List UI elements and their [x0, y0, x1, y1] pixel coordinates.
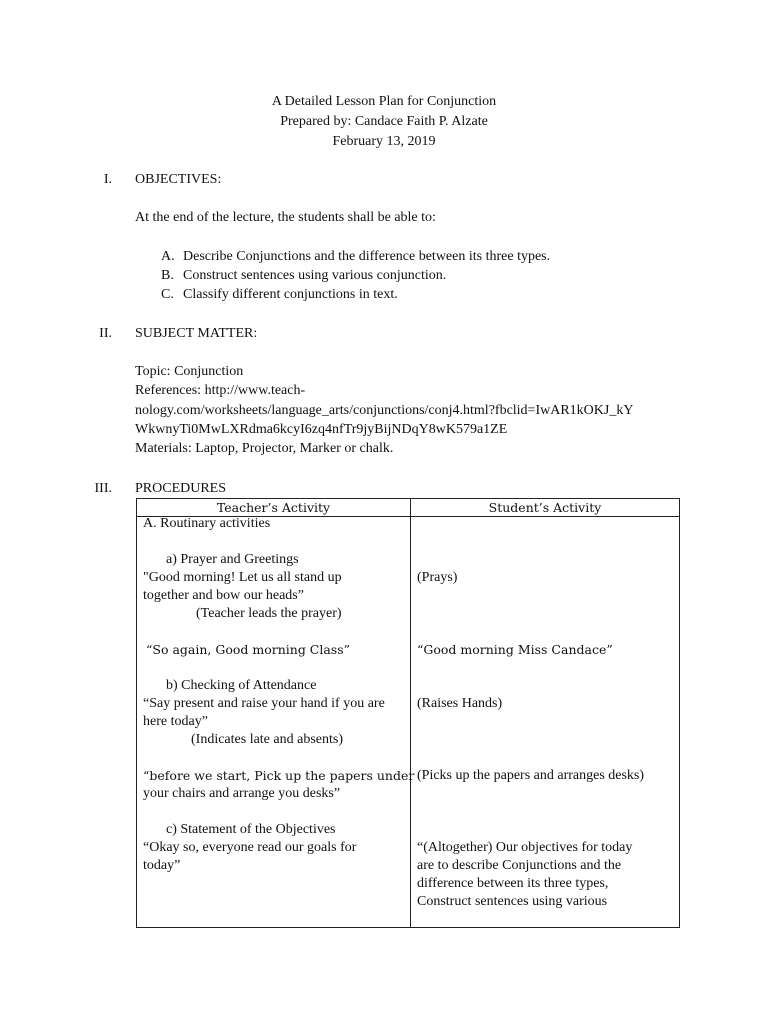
prepared-by: Prepared by: Candace Faith P. Alzate [280, 114, 488, 129]
student-activity-cell [411, 517, 680, 928]
reference-line: WkwnyTi0MwLXRdma6kcyI6zq4nfTr9jyBijNDqY8wK579a1ZE [135, 422, 508, 437]
materials-line: Materials: Laptop, Projector, Marker or chalk. [135, 441, 394, 456]
teacher-line: c) Statement of the Objectives [166, 822, 336, 837]
teacher-line: together and bow our heads” [143, 588, 304, 603]
section-heading-subject-matter: SUBJECT MATTER: [135, 326, 258, 341]
topic-line: Topic: Conjunction [135, 364, 244, 379]
teacher-line: “Okay so, everyone read our goals for [143, 840, 357, 855]
objective-text: Construct sentences using various conjunction. [183, 268, 447, 283]
column-header-teacher: Teacher’s Activity [137, 499, 411, 517]
teacher-line: "Good morning! Let us all stand up [143, 570, 342, 585]
student-line: (Prays) [417, 570, 458, 585]
document-header [0, 92, 768, 152]
student-line: “(Altogether) Our objectives for today [417, 840, 633, 855]
section-number-objectives: I. [103, 172, 112, 187]
teacher-line: b) Checking of Attendance [166, 678, 317, 693]
teacher-line: here today” [143, 714, 208, 729]
student-line: (Picks up the papers and arranges desks) [417, 768, 645, 783]
objective-letter: C. [161, 287, 174, 302]
reference-line: nology.com/worksheets/language_arts/conjunctions/conj4.html?fbclid=IwAR1kOKJ_kY [135, 402, 634, 418]
objective-item [161, 247, 550, 266]
student-line: Construct sentences using various [417, 894, 608, 909]
teacher-line: your chairs and arrange you desks” [143, 786, 341, 801]
column-header-student: Student’s Activity [411, 499, 680, 517]
section-heading-objectives: OBJECTIVES: [135, 172, 222, 187]
reference-line: References: http://www.teach- [135, 383, 306, 398]
teacher-line: a) Prayer and Greetings [166, 552, 299, 567]
teacher-line: today” [143, 858, 181, 873]
references [135, 381, 633, 440]
teacher-line: “Say present and raise your hand if you are [143, 696, 385, 711]
teacher-line: “before we start, Pick up the papers under [143, 768, 415, 783]
objective-item [161, 266, 446, 285]
student-line: difference between its three types, [417, 876, 609, 891]
objective-text: Describe Conjunctions and the difference between its three types. [183, 249, 551, 264]
student-line: “Good morning Miss Candace” [417, 642, 613, 657]
student-line: are to describe Conjunctions and the [417, 858, 622, 873]
objective-letter: A. [161, 249, 175, 264]
objective-letter: B. [161, 268, 174, 283]
teacher-line: “So again, Good morning Class” [146, 642, 351, 657]
teacher-line: (Indicates late and absents) [191, 732, 343, 747]
document-date: February 13, 2019 [332, 134, 436, 149]
student-line: (Raises Hands) [417, 696, 503, 711]
section-heading-procedures: PROCEDURES [135, 481, 227, 496]
procedures-table [136, 498, 680, 928]
teacher-activity-cell [137, 516, 415, 928]
objectives-intro: At the end of the lecture, the students shall be able to: [135, 210, 436, 225]
objective-text: Classify different conjunctions in text. [183, 287, 398, 302]
objective-item [161, 285, 398, 304]
section-number-subject-matter: II. [99, 326, 112, 341]
document-title: A Detailed Lesson Plan for Conjunction [271, 94, 497, 109]
teacher-line: (Teacher leads the prayer) [196, 606, 342, 621]
teacher-line: A. Routinary activities [143, 516, 271, 531]
section-number-procedures: III. [94, 481, 112, 496]
